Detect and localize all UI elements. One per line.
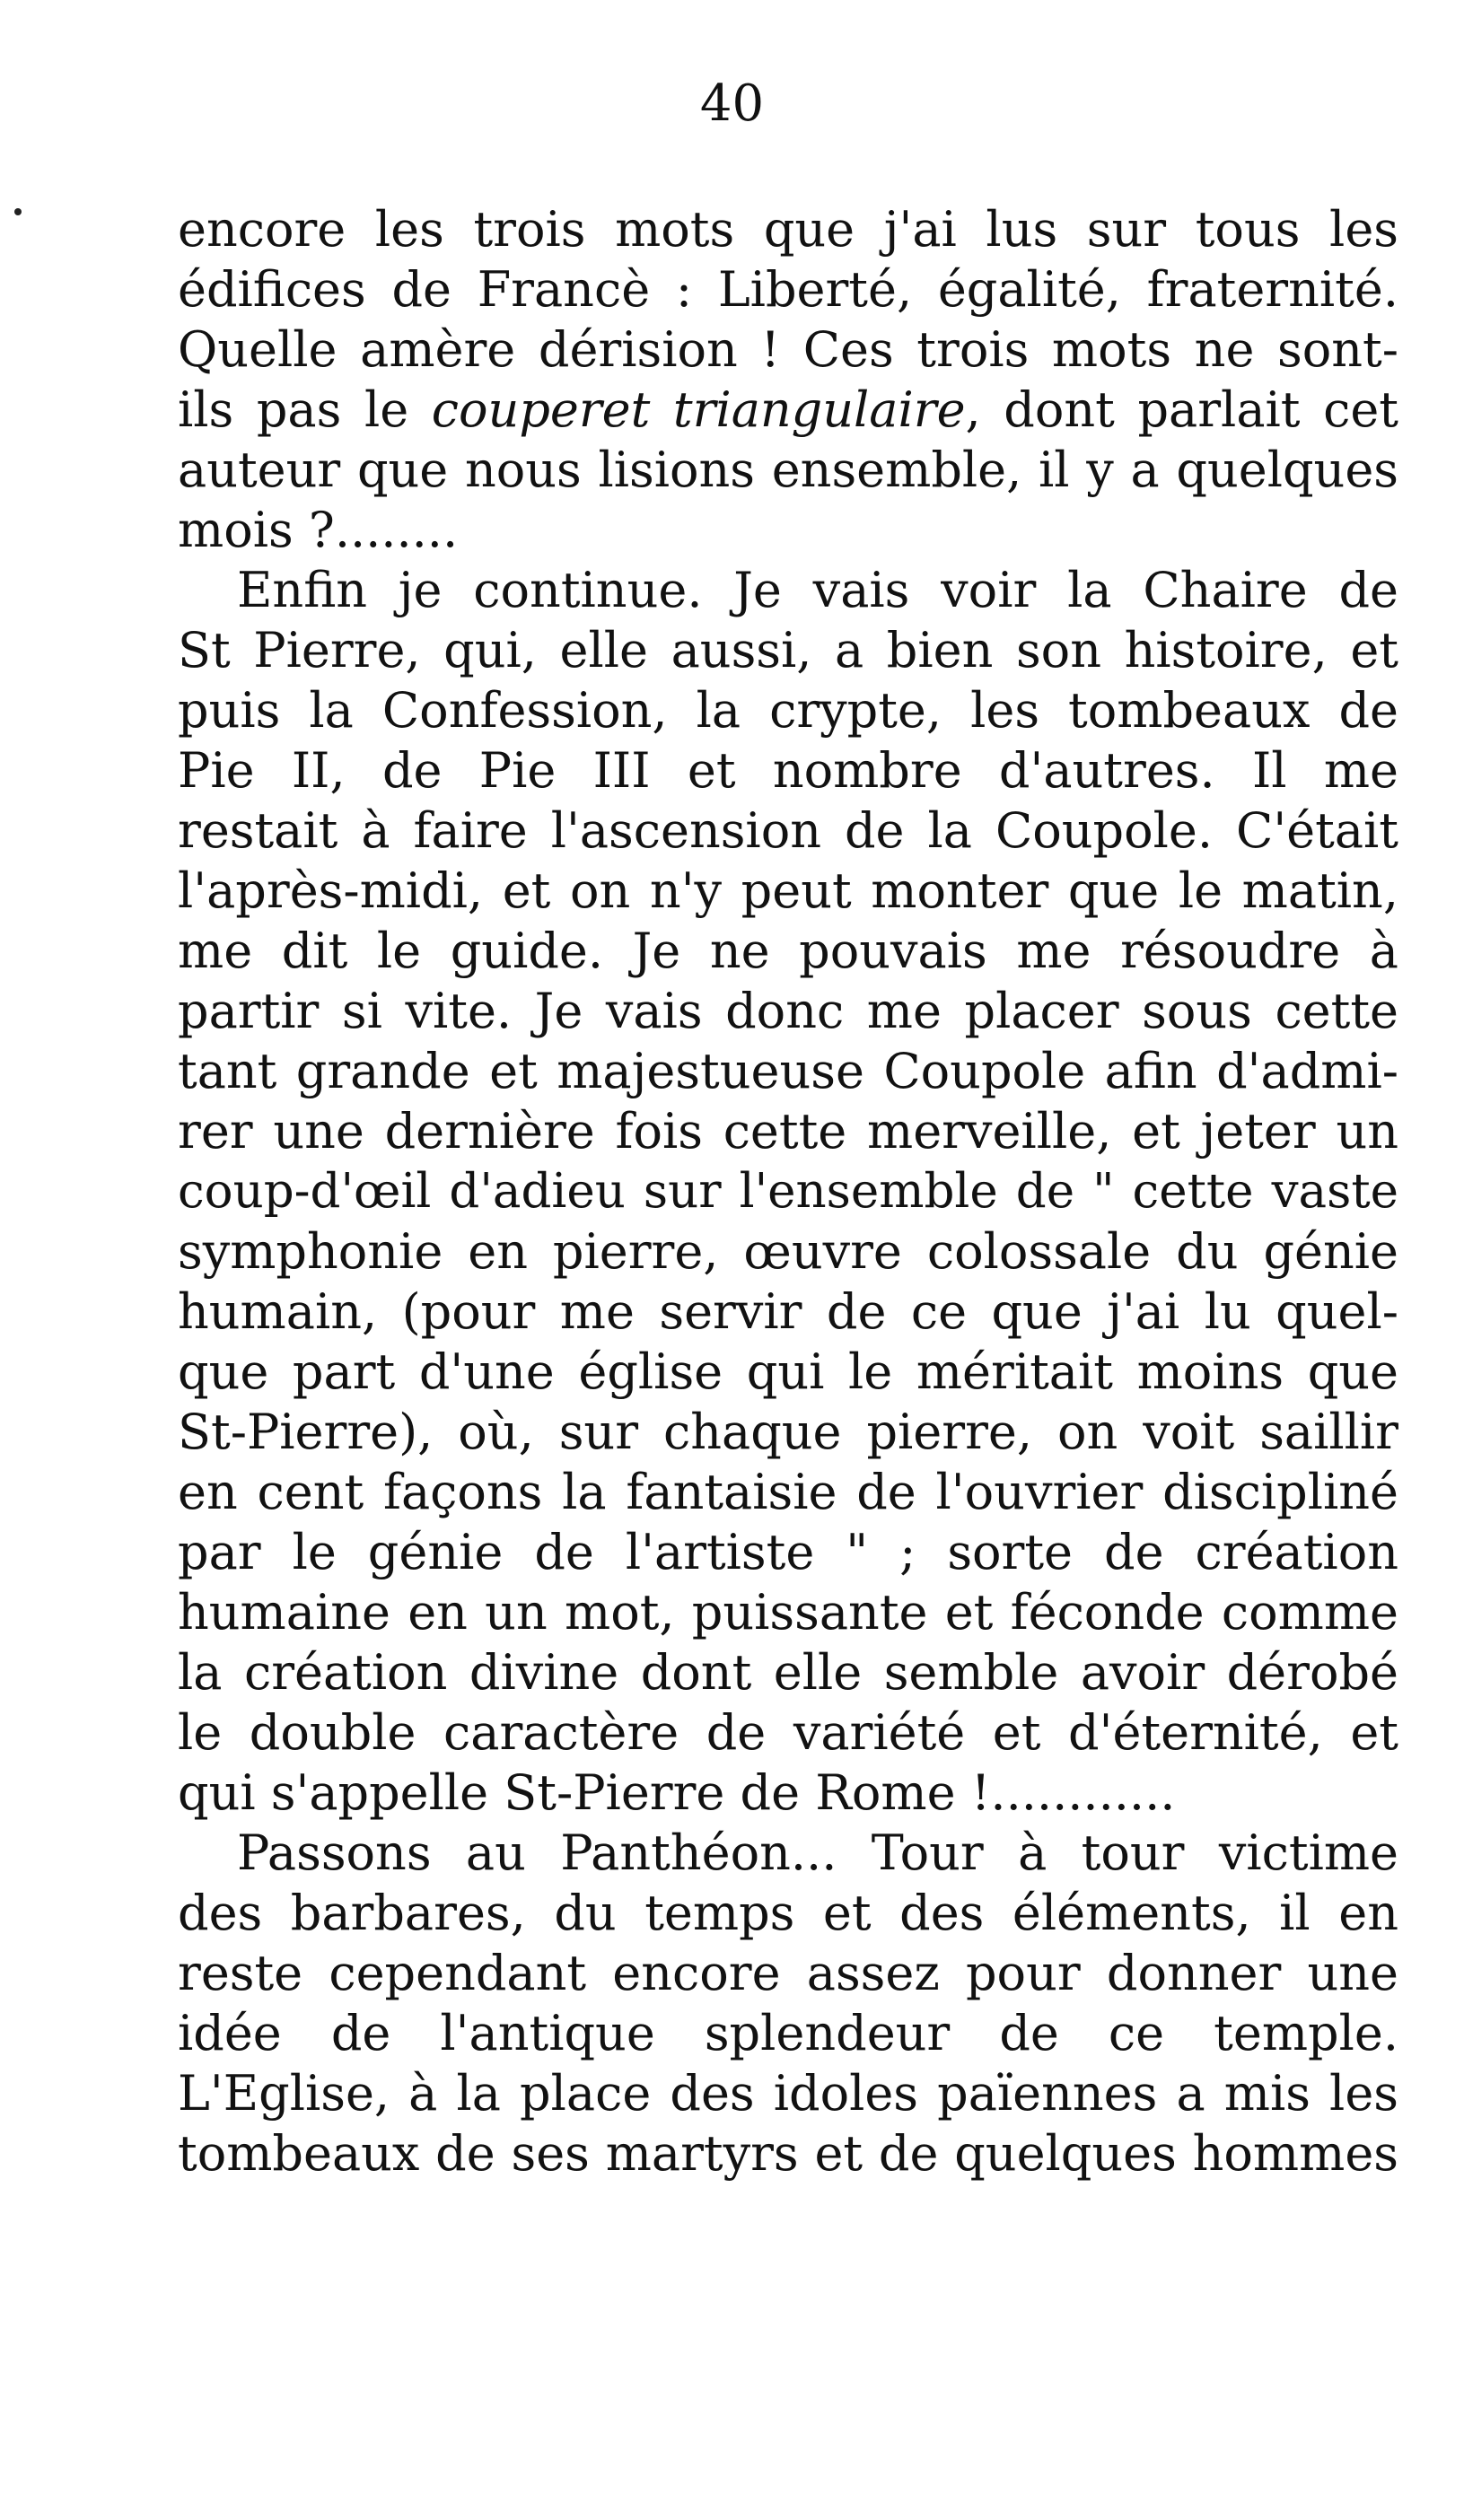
text-line: qui s'appelle St-Pierre de Rome !............ [178,1764,1176,1821]
stray-ink-dot [14,208,22,215]
text-line: symphonie en pierre, œuvre colossale du génie [178,1223,1398,1280]
text-line: restait à faire l'ascension de la Coupole. C'était [178,802,1398,859]
text-line: Enfin je continue. Je vais voir la Chaire de [237,562,1398,618]
text-line: idée de l'antique splendeur de ce temple. [178,2005,1398,2061]
text-line: puis la Confession, la crypte, les tombeaux de [178,682,1398,739]
text-line: auteur que nous lisions ensemble, il y a quelques [178,442,1398,498]
text-line: partir si vite. Je vais donc me placer sous cette [178,983,1398,1039]
paragraph-1 [178,199,1398,560]
page-number: 40 [699,74,765,133]
text-line: en cent façons la fantaisie de l'ouvrier discipliné [178,1464,1398,1520]
text-line: Passons au Panthéon... Tour à tour victime [237,1824,1398,1881]
text-line: ils pas le couperet triangulaire, dont parlait cet [178,381,1398,438]
text-line: rer une dernière fois cette merveille, et jeter un [178,1103,1398,1159]
paragraph-2 [178,560,1398,1823]
text-line: L'Eglise, à la place des idoles païennes a mis les [178,2065,1398,2122]
text-line: mois ?........ [178,502,459,558]
text-line: St Pierre, qui, elle aussi, a bien son histoire, et [178,622,1398,678]
text-line: la création divine dont elle semble avoir dérobé [178,1644,1398,1701]
text-line: édifices de Francè : Liberté, égalité, fraternité. [178,261,1398,318]
text-line: encore les trois mots que j'ai lus sur tous les [178,201,1398,258]
text-line: l'après-midi, et on n'y peut monter que le matin, [178,862,1398,919]
italic-phrase: couperet triangulaire [431,381,966,438]
text-line: Quelle amère dérision ! Ces trois mots ne sont- [178,321,1398,378]
text-line: le double caractère de variété et d'éternité, et [178,1704,1398,1761]
text-line: humain, (pour me servir de ce que j'ai lu quel- [178,1283,1398,1340]
text-line: par le génie de l'artiste " ; sorte de création [178,1524,1398,1580]
paragraph-3 [178,1823,1398,2183]
text-line: St-Pierre), où, sur chaque pierre, on voit saillir [178,1404,1398,1460]
text-line: tant grande et majestueuse Coupole afin d'admi- [178,1043,1398,1099]
text-line: des barbares, du temps et des éléments, il en [178,1885,1398,1941]
text-line: reste cependant encore assez pour donner une [178,1945,1398,2001]
text-line: me dit le guide. Je ne pouvais me résoudre à [178,923,1398,979]
text-line: Pie II, de Pie III et nombre d'autres. Il me [178,742,1398,799]
text-line: tombeaux de ses martyrs et de quelques hommes [178,2125,1398,2182]
text-line: coup-d'œil d'adieu sur l'ensemble de " cette vaste [178,1164,1398,1219]
text-line: que part d'une église qui le méritait moins que [178,1343,1398,1400]
body-text [178,199,1398,2183]
text-line: humaine en un mot, puissante et féconde comme [178,1584,1398,1641]
